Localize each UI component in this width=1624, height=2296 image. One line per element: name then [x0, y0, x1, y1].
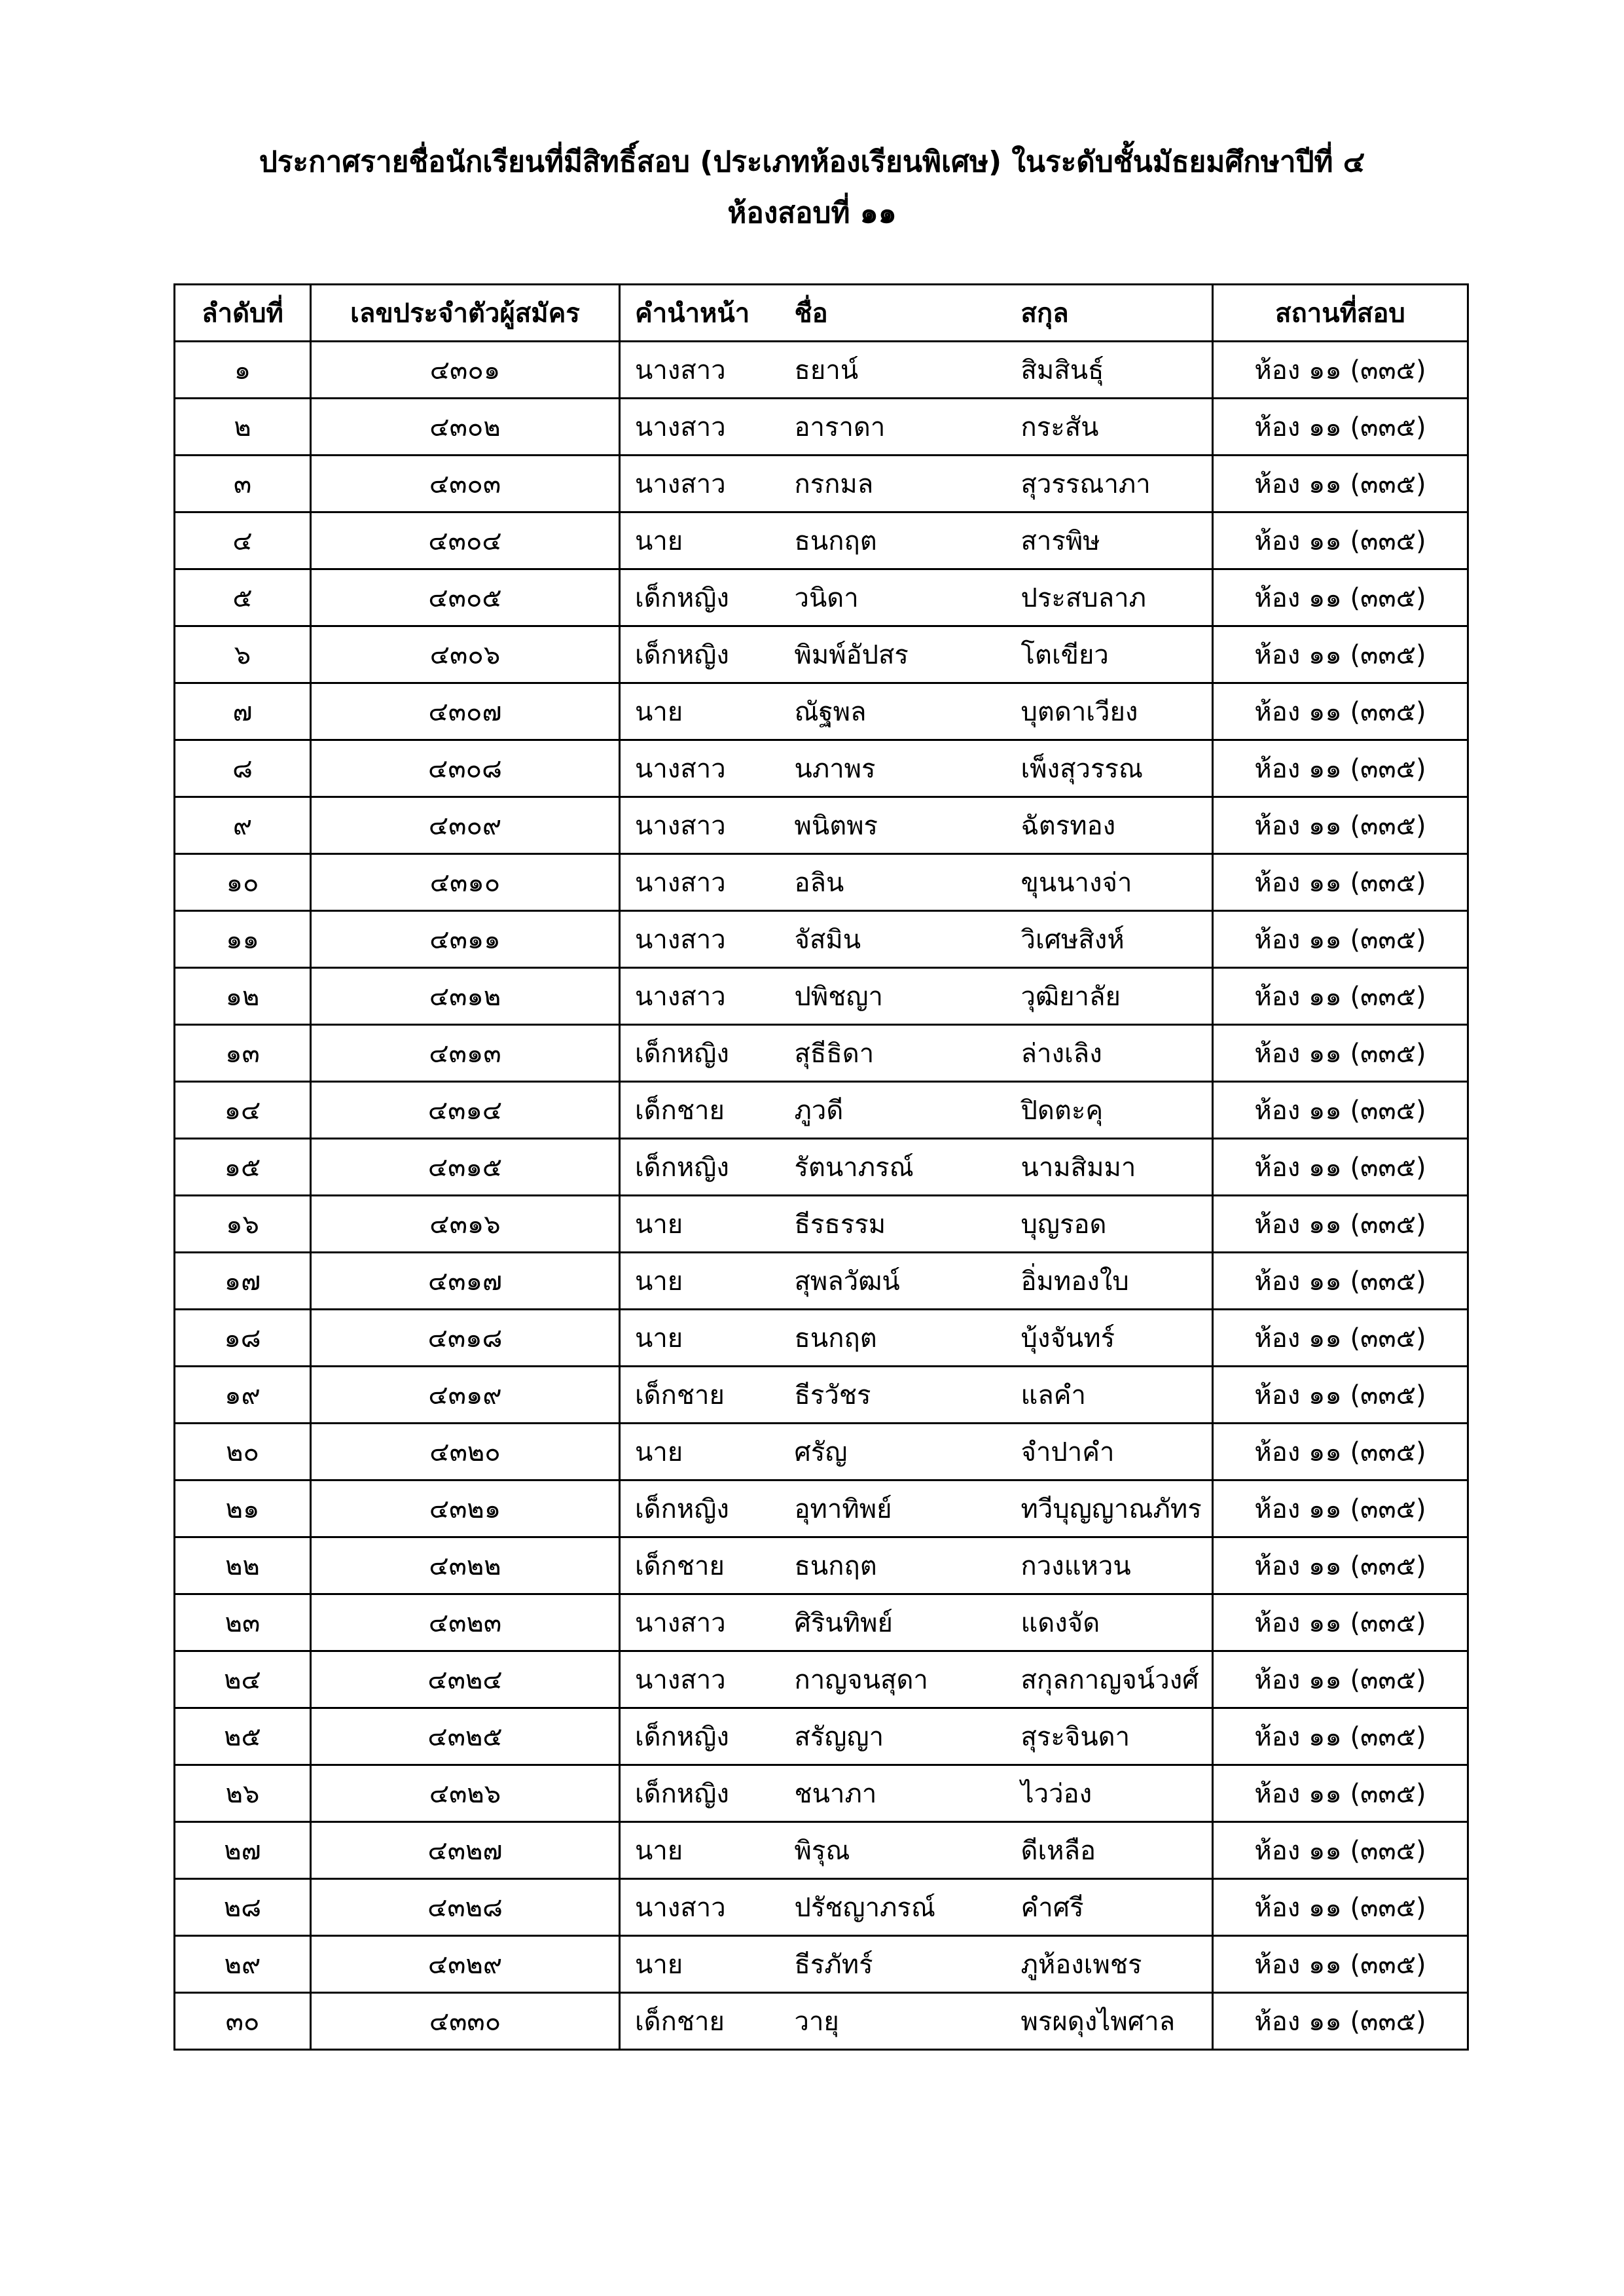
cell-prefix: นางสาว: [620, 342, 780, 399]
cell-prefix: นางสาว: [620, 911, 780, 968]
cell-venue: ห้อง ๑๑ (๓๓๕): [1213, 1879, 1468, 1936]
cell-order: ๑๗: [175, 1253, 311, 1310]
table-row: [175, 1651, 1468, 1708]
cell-name: วายุ: [780, 1993, 1007, 2050]
cell-venue: ห้อง ๑๑ (๓๓๕): [1213, 1253, 1468, 1310]
table-row: [175, 1537, 1468, 1594]
table-row: [175, 342, 1468, 399]
cell-surname: บุ้งจันทร์: [1007, 1310, 1213, 1367]
cell-order: ๒๓: [175, 1594, 311, 1651]
cell-name: พิรุณ: [780, 1822, 1007, 1879]
cell-venue: ห้อง ๑๑ (๓๓๕): [1213, 740, 1468, 797]
cell-name: อลิน: [780, 854, 1007, 911]
cell-prefix: นางสาว: [620, 399, 780, 456]
cell-order: ๑๓: [175, 1025, 311, 1082]
cell-venue: ห้อง ๑๑ (๓๓๕): [1213, 456, 1468, 512]
cell-order: ๑๙: [175, 1367, 311, 1424]
table-row: [175, 1424, 1468, 1480]
cell-applicant-id: ๔๓๑๓: [311, 1025, 620, 1082]
cell-prefix: นางสาว: [620, 968, 780, 1025]
cell-name: ศิรินทิพย์: [780, 1594, 1007, 1651]
table-header-row: [175, 285, 1468, 342]
cell-order: ๑๐: [175, 854, 311, 911]
cell-venue: ห้อง ๑๑ (๓๓๕): [1213, 1480, 1468, 1537]
cell-venue: ห้อง ๑๑ (๓๓๕): [1213, 626, 1468, 683]
cell-name: กรกมล: [780, 456, 1007, 512]
cell-applicant-id: ๔๓๑๒: [311, 968, 620, 1025]
cell-order: ๒: [175, 399, 311, 456]
cell-name: ปพิชญา: [780, 968, 1007, 1025]
cell-prefix: เด็กหญิง: [620, 1480, 780, 1537]
cell-name: กาญจนสุดา: [780, 1651, 1007, 1708]
cell-venue: ห้อง ๑๑ (๓๓๕): [1213, 1537, 1468, 1594]
cell-name: อุทาทิพย์: [780, 1480, 1007, 1537]
cell-order: ๑๖: [175, 1196, 311, 1253]
cell-venue: ห้อง ๑๑ (๓๓๕): [1213, 1993, 1468, 2050]
cell-venue: ห้อง ๑๑ (๓๓๕): [1213, 569, 1468, 626]
cell-applicant-id: ๔๓๒๖: [311, 1765, 620, 1822]
cell-surname: ทวีบุญญาณภัทร: [1007, 1480, 1213, 1537]
cell-surname: แลคำ: [1007, 1367, 1213, 1424]
cell-venue: ห้อง ๑๑ (๓๓๕): [1213, 1822, 1468, 1879]
cell-prefix: นางสาว: [620, 740, 780, 797]
cell-surname: ไวว่อง: [1007, 1765, 1213, 1822]
cell-order: ๒๘: [175, 1879, 311, 1936]
cell-order: ๘: [175, 740, 311, 797]
cell-order: ๒๗: [175, 1822, 311, 1879]
cell-name: ธีรธรรม: [780, 1196, 1007, 1253]
cell-applicant-id: ๔๓๐๘: [311, 740, 620, 797]
cell-surname: บุตดาเวียง: [1007, 683, 1213, 740]
cell-venue: ห้อง ๑๑ (๓๓๕): [1213, 1139, 1468, 1196]
table-row: [175, 399, 1468, 456]
cell-surname: โตเขียว: [1007, 626, 1213, 683]
cell-venue: ห้อง ๑๑ (๓๓๕): [1213, 1708, 1468, 1765]
cell-name: ธนกฤต: [780, 1537, 1007, 1594]
cell-order: ๑๑: [175, 911, 311, 968]
cell-order: ๔: [175, 512, 311, 569]
table-row: [175, 740, 1468, 797]
cell-surname: คำศรี: [1007, 1879, 1213, 1936]
cell-prefix: เด็กหญิง: [620, 1025, 780, 1082]
table-row: [175, 1594, 1468, 1651]
cell-applicant-id: ๔๓๑๙: [311, 1367, 620, 1424]
table-row: [175, 512, 1468, 569]
cell-order: ๖: [175, 626, 311, 683]
cell-applicant-id: ๔๓๑๐: [311, 854, 620, 911]
cell-name: สรัญญา: [780, 1708, 1007, 1765]
cell-prefix: เด็กชาย: [620, 1537, 780, 1594]
cell-prefix: เด็กหญิง: [620, 1765, 780, 1822]
cell-applicant-id: ๔๓๐๗: [311, 683, 620, 740]
cell-name: ธนกฤต: [780, 1310, 1007, 1367]
page-subtitle: ห้องสอบที่ ๑๑: [727, 196, 897, 230]
cell-applicant-id: ๔๓๐๒: [311, 399, 620, 456]
cell-applicant-id: ๔๓๑๖: [311, 1196, 620, 1253]
cell-prefix: นาย: [620, 1196, 780, 1253]
cell-applicant-id: ๔๓๒๓: [311, 1594, 620, 1651]
cell-applicant-id: ๔๓๐๖: [311, 626, 620, 683]
cell-applicant-id: ๔๓๐๕: [311, 569, 620, 626]
cell-surname: อิ่มทองใบ: [1007, 1253, 1213, 1310]
table-row: [175, 1253, 1468, 1310]
cell-venue: ห้อง ๑๑ (๓๓๕): [1213, 797, 1468, 854]
cell-venue: ห้อง ๑๑ (๓๓๕): [1213, 1424, 1468, 1480]
cell-venue: ห้อง ๑๑ (๓๓๕): [1213, 1025, 1468, 1082]
table-row: [175, 1765, 1468, 1822]
cell-surname: ภูห้องเพชร: [1007, 1936, 1213, 1993]
cell-order: ๒๙: [175, 1936, 311, 1993]
cell-order: ๑๔: [175, 1082, 311, 1139]
table-row: [175, 1822, 1468, 1879]
cell-applicant-id: ๔๓๒๘: [311, 1879, 620, 1936]
cell-venue: ห้อง ๑๑ (๓๓๕): [1213, 683, 1468, 740]
cell-prefix: นาย: [620, 683, 780, 740]
cell-order: ๒๖: [175, 1765, 311, 1822]
cell-order: ๑: [175, 342, 311, 399]
cell-name: ธีรภัทร์: [780, 1936, 1007, 1993]
cell-order: ๗: [175, 683, 311, 740]
cell-applicant-id: ๔๓๑๕: [311, 1139, 620, 1196]
cell-name: สุพลวัฒน์: [780, 1253, 1007, 1310]
cell-name: ธยาน์: [780, 342, 1007, 399]
cell-surname: ปิดตะคุ: [1007, 1082, 1213, 1139]
cell-surname: สุระจินดา: [1007, 1708, 1213, 1765]
cell-venue: ห้อง ๑๑ (๓๓๕): [1213, 1082, 1468, 1139]
cell-prefix: นางสาว: [620, 1651, 780, 1708]
table-row: [175, 1025, 1468, 1082]
cell-surname: จำปาคำ: [1007, 1424, 1213, 1480]
col-header-surname: สกุล: [1007, 285, 1213, 342]
cell-surname: วิเศษสิงห์: [1007, 911, 1213, 968]
cell-name: ธีรวัชร: [780, 1367, 1007, 1424]
cell-prefix: นาย: [620, 1424, 780, 1480]
cell-order: ๕: [175, 569, 311, 626]
cell-prefix: เด็กหญิง: [620, 626, 780, 683]
cell-surname: กวงแหวน: [1007, 1537, 1213, 1594]
cell-applicant-id: ๔๓๐๔: [311, 512, 620, 569]
cell-surname: ฉัตรทอง: [1007, 797, 1213, 854]
cell-order: ๒๕: [175, 1708, 311, 1765]
table-row: [175, 797, 1468, 854]
cell-prefix: นาย: [620, 1253, 780, 1310]
table-row: [175, 911, 1468, 968]
table-row: [175, 626, 1468, 683]
cell-name: ภูวดี: [780, 1082, 1007, 1139]
cell-venue: ห้อง ๑๑ (๓๓๕): [1213, 968, 1468, 1025]
cell-order: ๓๐: [175, 1993, 311, 2050]
cell-venue: ห้อง ๑๑ (๓๓๕): [1213, 1765, 1468, 1822]
cell-name: สุธีธิดา: [780, 1025, 1007, 1082]
cell-applicant-id: ๔๓๒๕: [311, 1708, 620, 1765]
cell-prefix: นางสาว: [620, 1879, 780, 1936]
table-row: [175, 456, 1468, 512]
cell-name: รัตนาภรณ์: [780, 1139, 1007, 1196]
cell-applicant-id: ๔๓๒๙: [311, 1936, 620, 1993]
cell-surname: สารพิษ: [1007, 512, 1213, 569]
cell-prefix: เด็กชาย: [620, 1993, 780, 2050]
cell-name: พิมพ์อัปสร: [780, 626, 1007, 683]
table-row: [175, 1196, 1468, 1253]
cell-prefix: นางสาว: [620, 1594, 780, 1651]
cell-applicant-id: ๔๓๒๑: [311, 1480, 620, 1537]
cell-surname: ประสบลาภ: [1007, 569, 1213, 626]
cell-applicant-id: ๔๓๒๒: [311, 1537, 620, 1594]
cell-order: ๒๐: [175, 1424, 311, 1480]
cell-prefix: นาย: [620, 1936, 780, 1993]
cell-surname: บุญรอด: [1007, 1196, 1213, 1253]
cell-order: ๓: [175, 456, 311, 512]
cell-surname: ล่างเลิง: [1007, 1025, 1213, 1082]
cell-name: จัสมิน: [780, 911, 1007, 968]
cell-prefix: เด็กหญิง: [620, 569, 780, 626]
cell-applicant-id: ๔๓๐๓: [311, 456, 620, 512]
cell-name: วนิดา: [780, 569, 1007, 626]
table-row: [175, 1082, 1468, 1139]
cell-name: ปรัชญาภรณ์: [780, 1879, 1007, 1936]
cell-prefix: นางสาว: [620, 854, 780, 911]
cell-name: อาราดา: [780, 399, 1007, 456]
cell-order: ๑๒: [175, 968, 311, 1025]
col-header-order: ลำดับที่: [175, 285, 311, 342]
cell-applicant-id: ๔๓๑๑: [311, 911, 620, 968]
cell-applicant-id: ๔๓๒๗: [311, 1822, 620, 1879]
cell-surname: สกุลกาญจน์วงศ์: [1007, 1651, 1213, 1708]
cell-venue: ห้อง ๑๑ (๓๓๕): [1213, 342, 1468, 399]
cell-prefix: นาย: [620, 1822, 780, 1879]
cell-applicant-id: ๔๓๑๔: [311, 1082, 620, 1139]
cell-venue: ห้อง ๑๑ (๓๓๕): [1213, 1367, 1468, 1424]
cell-applicant-id: ๔๓๒๐: [311, 1424, 620, 1480]
cell-name: พนิตพร: [780, 797, 1007, 854]
cell-venue: ห้อง ๑๑ (๓๓๕): [1213, 854, 1468, 911]
table-row: [175, 1879, 1468, 1936]
cell-name: นภาพร: [780, 740, 1007, 797]
cell-venue: ห้อง ๑๑ (๓๓๕): [1213, 1651, 1468, 1708]
table-row: [175, 968, 1468, 1025]
cell-order: ๑๕: [175, 1139, 311, 1196]
cell-venue: ห้อง ๑๑ (๓๓๕): [1213, 1936, 1468, 1993]
cell-applicant-id: ๔๓๓๐: [311, 1993, 620, 2050]
cell-venue: ห้อง ๑๑ (๓๓๕): [1213, 1196, 1468, 1253]
col-header-name: ชื่อ: [780, 285, 1007, 342]
cell-name: ชนาภา: [780, 1765, 1007, 1822]
cell-applicant-id: ๔๓๐๑: [311, 342, 620, 399]
cell-applicant-id: ๔๓๒๔: [311, 1651, 620, 1708]
cell-surname: วุฒิยาลัย: [1007, 968, 1213, 1025]
cell-surname: ขุนนางจ่า: [1007, 854, 1213, 911]
table-row: [175, 1708, 1468, 1765]
cell-surname: แดงจัด: [1007, 1594, 1213, 1651]
cell-venue: ห้อง ๑๑ (๓๓๕): [1213, 512, 1468, 569]
cell-name: ณัฐพล: [780, 683, 1007, 740]
cell-order: ๒๑: [175, 1480, 311, 1537]
cell-surname: สิมสินธุ์: [1007, 342, 1213, 399]
table-row: [175, 1139, 1468, 1196]
cell-surname: ดีเหลือ: [1007, 1822, 1213, 1879]
table-row: [175, 1936, 1468, 1993]
cell-venue: ห้อง ๑๑ (๓๓๕): [1213, 1310, 1468, 1367]
table-row: [175, 1310, 1468, 1367]
table-row: [175, 1480, 1468, 1537]
page-title: ประกาศรายชื่อนักเรียนที่มีสิทธิ์สอบ (ประเภทห้องเรียนพิเศษ) ในระดับชั้นมัธยมศึกษาปีที่ ๔: [259, 145, 1365, 179]
col-header-prefix: คำนำหน้า: [620, 285, 780, 342]
cell-venue: ห้อง ๑๑ (๓๓๕): [1213, 399, 1468, 456]
cell-surname: นามสิมมา: [1007, 1139, 1213, 1196]
cell-venue: ห้อง ๑๑ (๓๓๕): [1213, 1594, 1468, 1651]
cell-applicant-id: ๔๓๑๗: [311, 1253, 620, 1310]
table-row: [175, 1367, 1468, 1424]
cell-prefix: เด็กหญิง: [620, 1139, 780, 1196]
cell-surname: สุวรรณาภา: [1007, 456, 1213, 512]
cell-prefix: นางสาว: [620, 797, 780, 854]
cell-order: ๒๔: [175, 1651, 311, 1708]
cell-prefix: นาย: [620, 512, 780, 569]
table-row: [175, 854, 1468, 911]
cell-applicant-id: ๔๓๐๙: [311, 797, 620, 854]
col-header-applicant-id: เลขประจำตัวผู้สมัคร: [311, 285, 620, 342]
cell-order: ๑๘: [175, 1310, 311, 1367]
cell-order: ๒๒: [175, 1537, 311, 1594]
cell-applicant-id: ๔๓๑๘: [311, 1310, 620, 1367]
cell-prefix: เด็กชาย: [620, 1082, 780, 1139]
cell-prefix: เด็กหญิง: [620, 1708, 780, 1765]
candidates-table: [173, 283, 1469, 2051]
table-row: [175, 1993, 1468, 2050]
cell-surname: พรผดุงไพศาล: [1007, 1993, 1213, 2050]
cell-name: ธนกฤต: [780, 512, 1007, 569]
cell-venue: ห้อง ๑๑ (๓๓๕): [1213, 911, 1468, 968]
table-row: [175, 683, 1468, 740]
cell-prefix: เด็กชาย: [620, 1367, 780, 1424]
cell-order: ๙: [175, 797, 311, 854]
cell-prefix: นางสาว: [620, 456, 780, 512]
cell-surname: กระสัน: [1007, 399, 1213, 456]
cell-name: ศรัญ: [780, 1424, 1007, 1480]
cell-prefix: นาย: [620, 1310, 780, 1367]
cell-surname: เพ็งสุวรรณ: [1007, 740, 1213, 797]
table-row: [175, 569, 1468, 626]
col-header-venue: สถานที่สอบ: [1213, 285, 1468, 342]
